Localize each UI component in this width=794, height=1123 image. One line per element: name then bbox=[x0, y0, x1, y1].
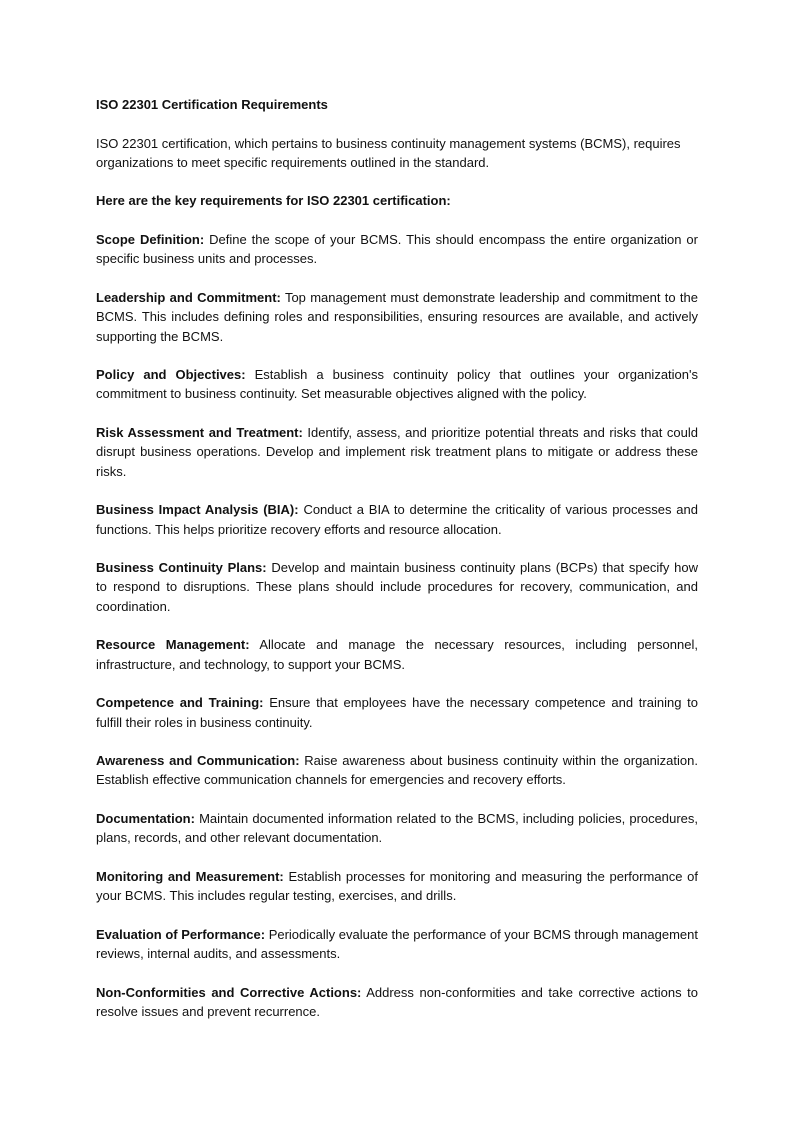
requirement-term: Evaluation of Performance: bbox=[96, 926, 266, 942]
requirement-text: Identify, assess, and prioritize potential threats and risks that could disrupt business operations. Develop and implement risk treatment plans to mitigate or address these risks. bbox=[96, 425, 699, 479]
requirement-text: Develop and maintain business continuity plans (BCPs) that specify how to respond to disruptions. These plans should include procedures for recovery, communication, and coordination. bbox=[96, 560, 698, 614]
document-body bbox=[96, 95, 698, 1041]
requirement-text: Conduct a BIA to determine the criticality of various processes and functions. This helps prioritize recovery efforts and resource allocation. bbox=[96, 502, 698, 537]
requirement-business-impact-analysis bbox=[96, 500, 698, 539]
requirements-heading: Here are the key requirements for ISO 22301 certification: bbox=[96, 193, 451, 209]
requirement-text: Ensure that employees have the necessary competence and training to fulfill their roles in business continuity. bbox=[96, 695, 698, 730]
requirement-competence-and-training bbox=[96, 693, 698, 732]
requirement-documentation bbox=[96, 809, 698, 848]
requirement-term: Monitoring and Measurement: bbox=[96, 868, 284, 884]
requirement-non-conformities-and-corrective-actions bbox=[96, 983, 698, 1022]
requirement-term: Business Impact Analysis (BIA): bbox=[96, 502, 299, 518]
requirement-text: Top management must demonstrate leadership and commitment to the BCMS. This includes defining roles and responsibilities, ensuring resources are available, and actively supporting the BCMS. bbox=[96, 289, 699, 344]
requirement-term: Resource Management: bbox=[96, 637, 250, 653]
requirement-text: Allocate and manage the necessary resources, including personnel, infrastructure, and technology, to support your BCMS. bbox=[96, 637, 698, 672]
requirement-scope-definition bbox=[96, 230, 698, 269]
requirement-term: Awareness and Communication: bbox=[96, 753, 300, 769]
requirement-term: Leadership and Commitment: bbox=[96, 289, 281, 305]
requirement-term: Risk Assessment and Treatment: bbox=[96, 425, 303, 441]
requirement-evaluation-of-performance bbox=[96, 925, 698, 964]
requirement-term: Competence and Training: bbox=[96, 695, 264, 711]
requirement-text: Raise awareness about business continuity within the organization. Establish effective communication channels for emergencies and recovery efforts. bbox=[96, 753, 698, 788]
requirement-text: Address non-conformities and take corrective actions to resolve issues and prevent recurrence. bbox=[96, 984, 698, 1019]
intro-paragraph: ISO 22301 certification, which pertains to business continuity management systems (BCMS), requires organizations to meet specific requirements outlined in the standard. bbox=[96, 135, 681, 170]
requirement-text: Define the scope of your BCMS. This should encompass the entire organization or specific business units and processes. bbox=[96, 232, 698, 267]
requirement-text: Maintain documented information related to the BCMS, including policies, procedures, plans, records, and other relevant documentation. bbox=[96, 810, 698, 846]
requirement-awareness-and-communication bbox=[96, 751, 698, 790]
document-title: ISO 22301 Certification Requirements bbox=[96, 97, 328, 112]
requirement-term: Policy and Objectives: bbox=[96, 367, 246, 383]
requirement-text: Establish a business continuity policy that outlines your organization's commitment to business continuity. Set measurable objectives aligned with the policy. bbox=[96, 367, 698, 402]
requirement-business-continuity-plans bbox=[96, 558, 698, 616]
requirement-text: Periodically evaluate the performance of your BCMS through management reviews, internal audits, and assessments. bbox=[96, 926, 698, 962]
requirement-term: Documentation: bbox=[96, 810, 195, 826]
requirement-monitoring-and-measurement bbox=[96, 867, 698, 906]
requirement-text: Establish processes for monitoring and measuring the performance of your BCMS. This includes regular testing, exercises, and drills. bbox=[96, 868, 698, 904]
requirement-term: Business Continuity Plans: bbox=[96, 560, 267, 576]
requirement-leadership-and-commitment bbox=[96, 288, 698, 346]
requirement-term: Non-Conformities and Corrective Actions: bbox=[96, 984, 362, 1000]
requirement-risk-assessment-and-treatment bbox=[96, 423, 698, 481]
requirement-resource-management bbox=[96, 635, 698, 674]
requirement-term: Scope Definition: bbox=[96, 232, 205, 248]
requirement-policy-and-objectives bbox=[96, 365, 698, 404]
